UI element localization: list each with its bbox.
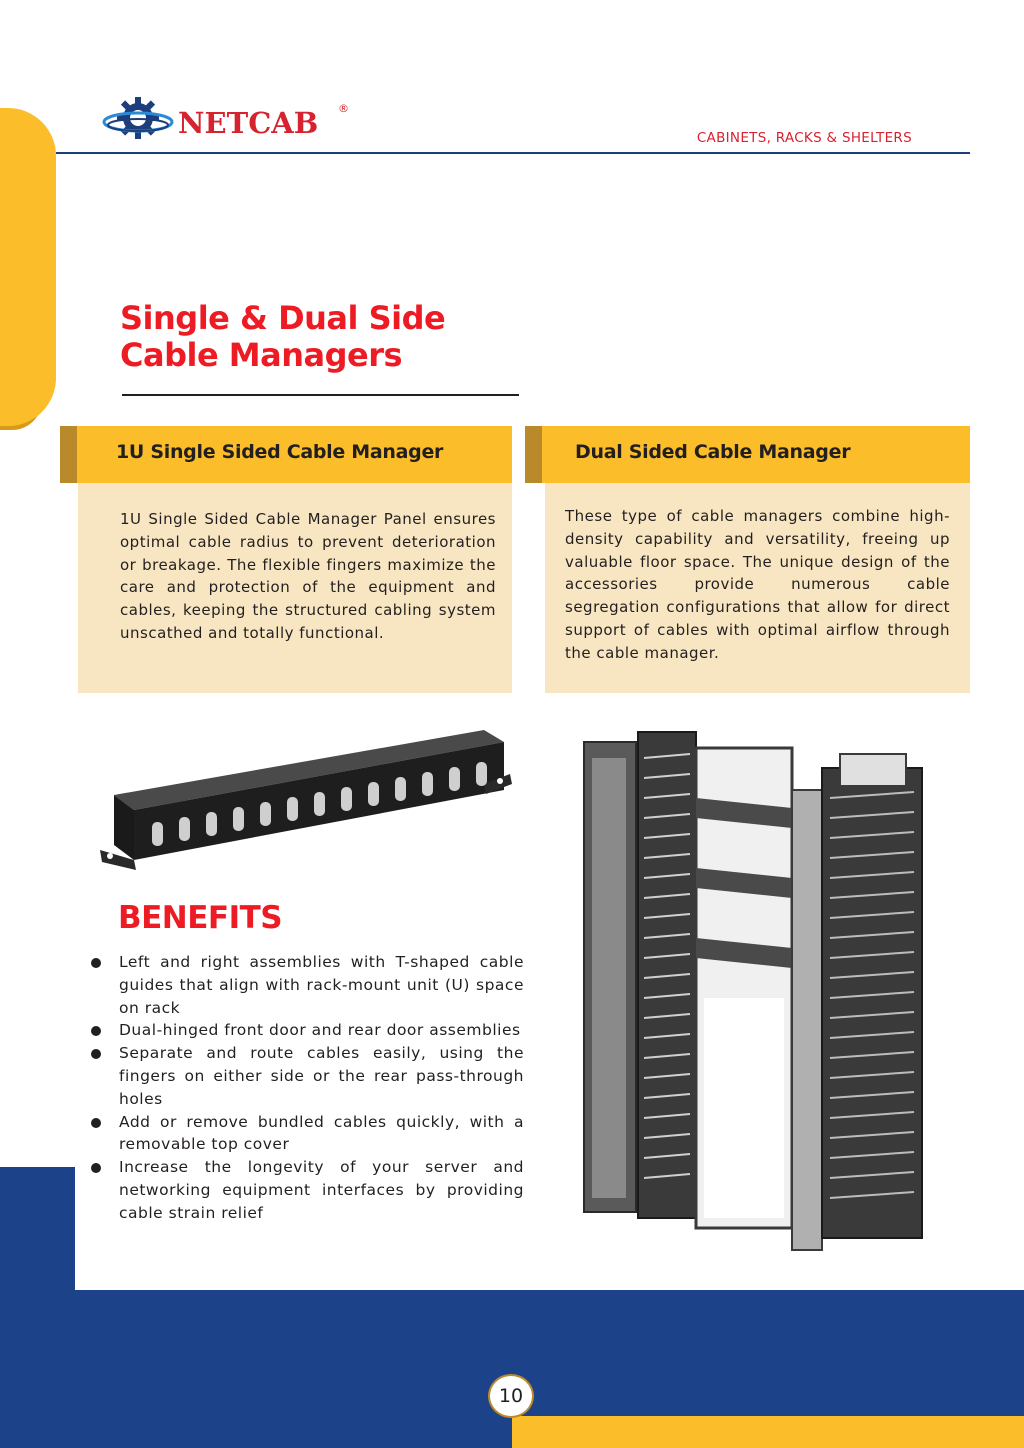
header-divider [56, 152, 970, 154]
benefit-item [88, 1111, 524, 1157]
gear-globe-icon [100, 92, 176, 148]
section-description-single [78, 483, 512, 693]
netcab-logo [100, 92, 360, 148]
benefit-item [88, 1042, 524, 1110]
benefit-item [88, 1019, 524, 1042]
section-body-dual: These type of cable managers combine high-density capability and versatility, freeing up valuable floor space. The unique design of the accessories provide numerous cable segregation configurations that allow for direct support of cables with optimal airflow through the cable manager. [565, 507, 950, 662]
section-heading-dual: Dual Sided Cable Manager [575, 441, 851, 463]
section-heading-band-dual [525, 426, 970, 483]
section-body-single: 1U Single Sided Cable Manager Panel ensures optimal cable radius to prevent deterioration or breakage. The flexible fingers maximize the care and protection of the equipment and cables, keeping the structured cabling system unscathed and totally functional. [120, 510, 496, 642]
benefit-item [88, 1156, 524, 1224]
benefit-item [88, 951, 524, 1019]
title-line-1: Single & Dual Side [120, 299, 446, 337]
benefit-text: Dual-hinged front door and rear door assemblies [119, 1021, 521, 1040]
band-accent [60, 426, 77, 483]
benefit-text: Add or remove bundled cables quickly, with a removable top cover [119, 1112, 524, 1154]
bullet-icon [91, 1118, 101, 1128]
benefits-title: BENEFITS [118, 900, 283, 936]
band-accent [525, 426, 542, 483]
registered-mark: ® [338, 102, 349, 115]
benefit-text: Separate and route cables easily, using the fingers on either side or the rear pass-through holes [119, 1044, 524, 1108]
section-heading-band-single [60, 426, 512, 483]
section-heading-single: 1U Single Sided Cable Manager [116, 441, 444, 463]
bullet-icon [91, 1026, 101, 1036]
dual-sided-cable-manager-rack-image [578, 718, 930, 1258]
decor-yellow-tab [0, 108, 56, 426]
benefit-text: Increase the longevity of your server and networking equipment interfaces by providing cable strain relief [119, 1158, 524, 1222]
single-sided-cable-manager-image [92, 712, 512, 884]
benefit-text: Left and right assemblies with T-shaped cable guides that align with rack-mount unit (U) space on rack [119, 953, 524, 1017]
section-description-dual [545, 483, 970, 693]
title-divider [122, 394, 519, 396]
brand-name: NETCAB [178, 106, 319, 140]
bullet-icon [91, 1049, 101, 1059]
title-line-2: Cable Managers [120, 336, 403, 374]
page-title [120, 300, 445, 374]
bullet-icon [91, 958, 101, 968]
header-tagline: CABINETS, RACKS & SHELTERS [696, 130, 912, 146]
bullet-icon [91, 1163, 101, 1173]
benefits-list [88, 951, 524, 1225]
decor-yellow-strip [512, 1416, 1024, 1448]
page-number: 10 [488, 1374, 534, 1418]
